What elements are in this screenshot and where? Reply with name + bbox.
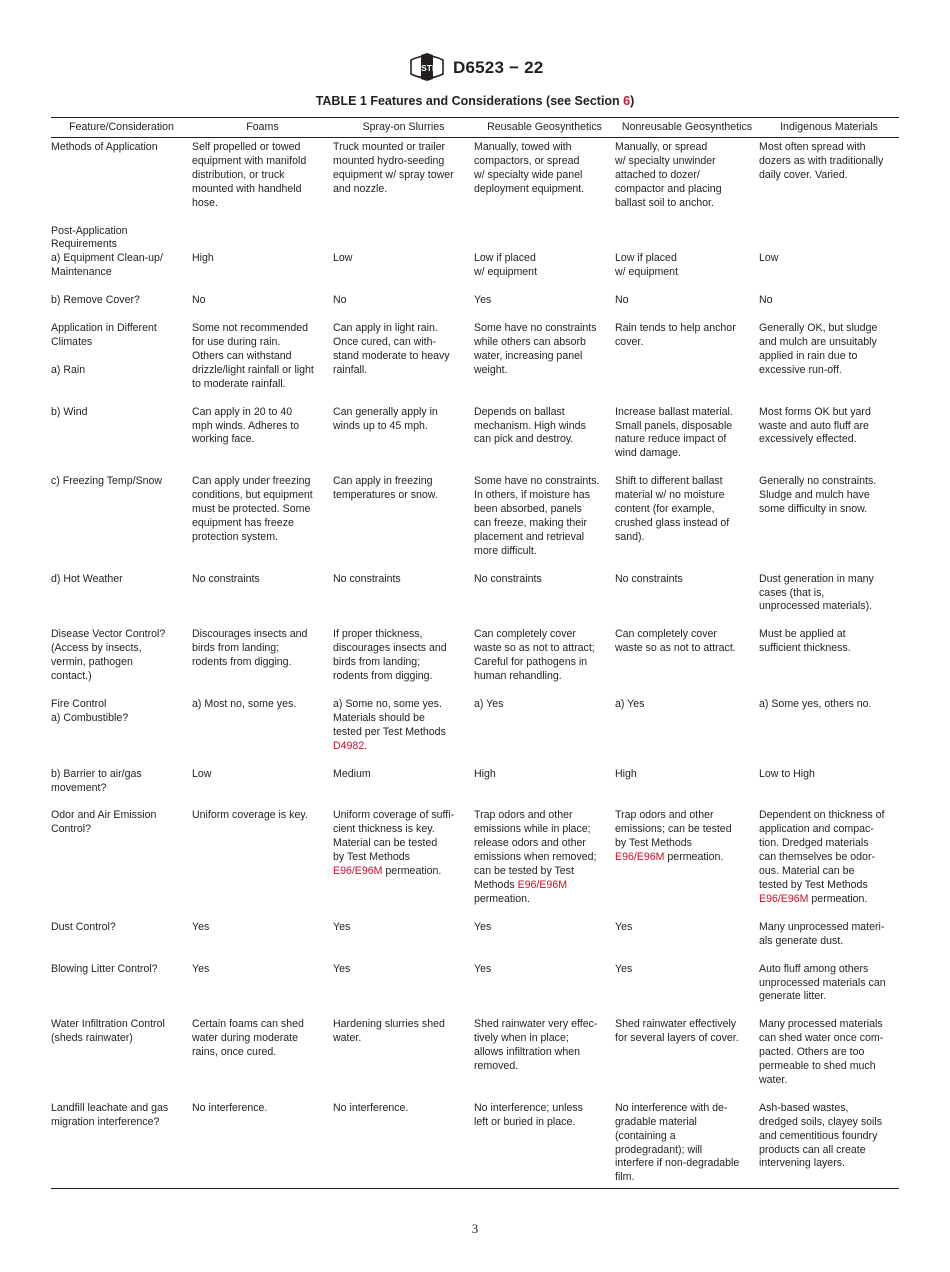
table-cell: Discourages insects and birds from landing; rodents from digging.	[192, 628, 308, 669]
table-cell: Can apply under freezing conditions, but equipment must be protected. Some equipment has freeze protection system.	[192, 475, 313, 543]
standard-reference-link[interactable]: E96/E96M	[517, 878, 568, 891]
table-cell: Many unprocessed materi- als generate dust.	[759, 920, 885, 947]
table-cell: Yes	[474, 962, 492, 975]
table-cell: No interference with de- gradable material (containing a prodegradant); will interfere if non-degradable film.	[615, 1101, 740, 1184]
document-designation: D6523 − 22	[453, 58, 544, 77]
table-row	[51, 406, 899, 476]
table-row	[51, 322, 899, 406]
column-header: Feature/Consideration	[69, 121, 174, 134]
table-row	[51, 475, 899, 572]
standard-reference-link[interactable]: E96/E96M	[759, 892, 809, 905]
table-row	[51, 225, 899, 295]
standard-reference-link[interactable]: E96/E96M	[615, 851, 665, 864]
table-cell: No	[333, 294, 347, 307]
feature-cell: b) Remove Cover?	[51, 294, 140, 307]
table-row	[51, 921, 899, 963]
table-cell: Yes	[333, 920, 351, 933]
table-cell: Can completely cover waste so as not to attract; Careful for pathogens in human rehandling.	[474, 628, 595, 683]
table-cell: a) Most no, some yes.	[192, 698, 297, 710]
caption-text: TABLE 1 Features and Considerations (see Section	[315, 94, 624, 108]
table-cell: Yes	[192, 920, 210, 933]
table-cell: Most forms OK but yard waste and auto fluff are excessively effected.	[759, 405, 871, 446]
table-cell: Yes	[615, 962, 633, 975]
column-header: Indigenous Materials	[780, 121, 878, 134]
table-cell: Dependent on thickness of application and compac- tion. Dredged materials can themselves be odor- ous. Material can be tested by Test Methods E96/E96M permeation.	[759, 809, 885, 905]
table-cell: a) Some no, some yes. Materials should be tested per Test Methods D4982.	[333, 698, 446, 752]
table-cell: Yes	[333, 962, 351, 975]
table-cell: Truck mounted or trailer mounted hydro-seeding equipment w/ spray tower and nozzle.	[333, 141, 454, 195]
table-cell: High	[615, 767, 637, 780]
table-cell: Hardening slurries shed water.	[333, 1018, 445, 1045]
column-header: Foams	[246, 121, 279, 134]
standard-reference-link[interactable]: D4982	[333, 739, 365, 752]
table-cell: Low if placed w/ equipment	[615, 252, 679, 279]
table-row	[51, 809, 899, 920]
table-cell: Ash-based wastes, dredged soils, clayey soils and cementitious foundry products can all create intervening layers.	[759, 1101, 883, 1170]
section-link[interactable]: 6	[623, 94, 631, 108]
table-cell: No interference.	[333, 1101, 409, 1114]
table-cell: Yes	[615, 920, 633, 933]
table-cell: Auto fluff among others unprocessed materials can generate litter.	[759, 962, 886, 1003]
table-cell: Some have no constraints. In others, if moisture has been absorbed, panels can freeze, making their placement and retrieval more difficult.	[474, 475, 600, 557]
table-cell: No constraints	[474, 572, 542, 585]
table-cell: No constraints	[192, 572, 260, 585]
table-cell: Can apply in freezing temperatures or snow.	[333, 475, 438, 502]
table-cell: Can completely cover waste so as not to attract.	[615, 628, 736, 655]
table-body	[51, 138, 899, 1189]
table-cell: Must be applied at sufficient thickness.	[759, 628, 851, 655]
table-cell: Shed rainwater effectively for several layers of cover.	[615, 1018, 739, 1045]
column-header: Nonreusable Geosynthetics	[621, 121, 753, 134]
table-cell: Rain tends to help anchor cover.	[615, 322, 736, 348]
feature-cell: b) Wind	[51, 405, 88, 418]
table-cell: Most often spread with dozers as with traditionally daily cover. Varied.	[759, 141, 884, 181]
column-header: Reusable Geosynthetics	[487, 121, 602, 134]
table-row	[51, 573, 899, 629]
feature-cell: Landfill leachate and gas migration interference?	[51, 1101, 169, 1128]
table-cell: High	[474, 767, 496, 780]
table-cell: Low	[192, 767, 212, 780]
table-cell: No interference; unless left or buried in place.	[474, 1101, 583, 1128]
table-cell: Trap odors and other emissions; can be tested by Test Methods E96/E96M permeation.	[615, 809, 732, 864]
table-cell: Manually, or spread w/ specialty unwinder attached to dozer/ compactor and placing ballast soil to anchor.	[615, 141, 722, 209]
feature-cell: Dust Control?	[51, 920, 116, 933]
page-header	[0, 52, 950, 86]
feature-cell: Fire Control a) Combustible?	[51, 698, 129, 724]
table-cell: Certain foams can shed water during moderate rains, once cured.	[192, 1018, 304, 1059]
standard-reference-link[interactable]: E96/E96M	[333, 865, 383, 878]
table-row	[51, 1102, 899, 1189]
caption-close: )	[630, 94, 635, 108]
feature-cell: Disease Vector Control? (Access by insects, vermin, pathogen contact.)	[51, 628, 166, 683]
table-row	[51, 138, 899, 225]
table-cell: No	[759, 294, 773, 307]
table-cell: Manually, towed with compactors, or spread w/ specialty wide panel deployment equipment.	[474, 141, 585, 195]
table-row	[51, 768, 899, 810]
table-cell: If proper thickness, discourages insects and birds from landing; rodents from digging.	[333, 628, 447, 683]
feature-cell: Blowing Litter Control?	[51, 962, 158, 975]
feature-cell: b) Barrier to air/gas movement?	[51, 767, 142, 794]
column-header: Spray-on Slurries	[362, 121, 445, 134]
table-cell: Low	[333, 252, 353, 265]
feature-cell: Methods of Application	[51, 141, 158, 153]
table-cell: Trap odors and other emissions while in place; release odors and other emissions when removed; can be tested by Test Methods E96/E96M permeation.	[474, 809, 597, 905]
table-cell: Can generally apply in winds up to 45 mph.	[333, 405, 438, 432]
table-cell: Uniform coverage is key.	[192, 809, 308, 822]
page-number: 3	[471, 1221, 479, 1236]
table-cell: High	[192, 252, 214, 265]
table-cell: Generally OK, but sludge and mulch are unsuitably applied in rain due to excessive run-off.	[759, 322, 878, 376]
features-table	[51, 117, 899, 1189]
table-cell: No constraints	[333, 572, 401, 585]
table-cell: Self propelled or towed equipment with manifold distribution, or truck mounted with handheld hose.	[192, 141, 307, 209]
table-cell: Depends on ballast mechanism. High winds can pick and destroy.	[474, 405, 586, 446]
table-cell: a) Yes	[615, 698, 645, 710]
table-cell: No	[192, 294, 206, 307]
table-cell: Yes	[474, 920, 492, 933]
feature-cell: Water Infiltration Control (sheds rainwater)	[51, 1018, 165, 1045]
table-row	[51, 1018, 899, 1102]
table-row	[51, 963, 899, 1019]
table-cell: Many processed materials can shed water once com- pacted. Others are too permeable to shed much water.	[759, 1018, 884, 1086]
table-cell: Some have no constraints while others can absorb water, increasing panel weight.	[474, 322, 597, 376]
table-cell: No constraints	[615, 572, 683, 585]
table-cell: Low if placed w/ equipment	[474, 252, 538, 279]
table-caption	[0, 94, 950, 108]
table-cell: Can apply in 20 to 40 mph winds. Adheres to working face.	[192, 405, 300, 446]
astm-logo-icon	[408, 52, 446, 82]
table-cell: a) Some yes, others no.	[759, 698, 872, 710]
feature-cell: Post-Application Requirements a) Equipment Clean-up/ Maintenance	[51, 224, 163, 279]
table-cell: Dust generation in many cases (that is, unprocessed materials).	[759, 572, 874, 613]
table-cell: Low	[759, 252, 779, 265]
table-cell: Low to High	[759, 767, 815, 780]
table-cell: No interference.	[192, 1101, 268, 1114]
table-cell: Can apply in light rain. Once cured, can with- stand moderate to heavy rainfall.	[333, 322, 450, 376]
table-cell: Some not recommended for use during rain. Others can withstand drizzle/light rainfall or light to moderate rainfall.	[192, 322, 314, 390]
table-cell: Shift to different ballast material w/ no moisture content (for example, crushed glass instead of sand).	[615, 475, 730, 543]
table-cell: Yes	[474, 294, 492, 307]
table-cell: Generally no constraints. Sludge and mulch have some difficulty in snow.	[759, 475, 877, 516]
table-row	[51, 628, 899, 698]
logo-text: ASTM	[414, 63, 440, 73]
table-cell: Uniform coverage of suffi- cient thickness is key. Material can be tested by Test Methods E96/E96M permeation.	[333, 809, 455, 878]
feature-cell: d) Hot Weather	[51, 572, 123, 585]
table-row	[51, 698, 899, 768]
table-cell: a) Yes	[474, 698, 504, 710]
table-header-row	[51, 118, 899, 138]
table-cell: Shed rainwater very effec- tively when in place; allows infiltration when removed.	[474, 1018, 598, 1073]
feature-cell: Application in Different Climates a) Rain	[51, 322, 157, 376]
table-cell: Medium	[333, 767, 371, 780]
table-cell: No	[615, 294, 629, 307]
feature-cell: Odor and Air Emission Control?	[51, 809, 157, 836]
table-cell: Yes	[192, 962, 210, 975]
table-cell: Increase ballast material. Small panels, disposable nature reduce impact of wind damage.	[615, 405, 733, 460]
feature-cell: c) Freezing Temp/Snow	[51, 475, 163, 488]
table-row	[51, 294, 899, 322]
